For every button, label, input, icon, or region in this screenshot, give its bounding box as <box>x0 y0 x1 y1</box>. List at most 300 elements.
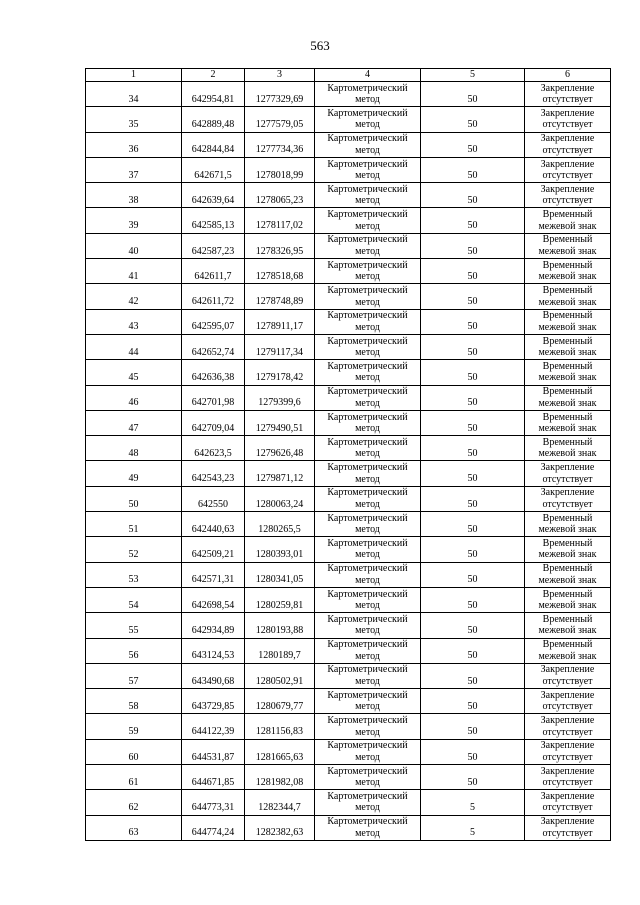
point-number-cell: 48 <box>86 436 182 461</box>
point-number-cell: 41 <box>86 259 182 284</box>
fixation-cell <box>525 562 611 587</box>
x-coordinate-cell: 642698,54 <box>182 587 245 612</box>
fixation-cell-line: Временный <box>542 436 593 448</box>
method-cell-line: Картометрический <box>327 360 408 372</box>
table-row <box>86 259 611 284</box>
point-number-cell: 39 <box>86 208 182 233</box>
point-number-cell: 37 <box>86 157 182 182</box>
method-cell-line: метод <box>355 625 380 637</box>
fixation-cell <box>525 689 611 714</box>
fixation-cell-line: межевой знак <box>538 524 597 536</box>
fixation-cell <box>525 82 611 107</box>
y-coordinate-cell: 1279117,34 <box>245 334 315 359</box>
coordinates-table <box>85 68 611 841</box>
method-cell-line: Картометрический <box>327 765 408 777</box>
fixation-cell <box>525 436 611 461</box>
point-number-cell: 56 <box>86 638 182 663</box>
fixation-cell-line: межевой знак <box>538 549 597 561</box>
method-cell-line: Картометрический <box>327 639 408 651</box>
fixation-cell-line: Временный <box>542 259 593 271</box>
fixation-cell-line: Закрепление <box>540 183 595 195</box>
y-coordinate-cell: 1280502,91 <box>245 663 315 688</box>
method-cell-line: метод <box>355 777 380 789</box>
table-row <box>86 233 611 258</box>
x-coordinate-cell: 643490,68 <box>182 663 245 688</box>
x-coordinate-cell: 642440,63 <box>182 512 245 537</box>
method-cell-line: метод <box>355 372 380 384</box>
fixation-cell-line: Временный <box>542 209 593 221</box>
method-cell-line: метод <box>355 751 380 763</box>
fixation-cell-line: Временный <box>542 588 593 600</box>
method-cell-line: метод <box>355 473 380 485</box>
fixation-cell-line: Временный <box>542 512 593 524</box>
method-cell <box>315 613 421 638</box>
table-row <box>86 562 611 587</box>
y-coordinate-cell: 1280189,7 <box>245 638 315 663</box>
y-coordinate-cell: 1279490,51 <box>245 410 315 435</box>
error-cell: 50 <box>421 613 525 638</box>
y-coordinate-cell: 1280193,88 <box>245 613 315 638</box>
fixation-cell-line: Закрепление <box>540 689 595 701</box>
error-cell: 50 <box>421 537 525 562</box>
fixation-cell-line: межевой знак <box>538 574 597 586</box>
method-cell-line: Картометрический <box>327 82 408 94</box>
method-cell-line: метод <box>355 574 380 586</box>
point-number-cell: 44 <box>86 334 182 359</box>
y-coordinate-cell: 1278911,17 <box>245 309 315 334</box>
table-row <box>86 512 611 537</box>
method-cell-line: Картометрический <box>327 158 408 170</box>
method-cell-line: метод <box>355 119 380 131</box>
y-coordinate-cell: 1280063,24 <box>245 486 315 511</box>
fixation-cell <box>525 107 611 132</box>
method-cell-line: метод <box>355 448 380 460</box>
fixation-cell-line: Временный <box>542 537 593 549</box>
fixation-cell-line: Закрепление <box>540 82 595 94</box>
error-cell: 50 <box>421 385 525 410</box>
method-cell-line: метод <box>355 675 380 687</box>
method-cell-line: Картометрический <box>327 133 408 145</box>
fixation-cell-line: отсутствует <box>542 119 593 131</box>
fixation-cell <box>525 765 611 790</box>
fixation-cell-line: Временный <box>542 310 593 322</box>
method-cell <box>315 208 421 233</box>
error-cell: 50 <box>421 512 525 537</box>
error-cell: 50 <box>421 284 525 309</box>
error-cell: 50 <box>421 689 525 714</box>
x-coordinate-cell: 642509,21 <box>182 537 245 562</box>
method-cell-line: метод <box>355 423 380 434</box>
method-cell-line: метод <box>355 195 380 207</box>
method-cell-line: Картометрический <box>327 411 408 423</box>
point-number-cell: 54 <box>86 587 182 612</box>
method-cell-line: метод <box>355 524 380 536</box>
y-coordinate-cell: 1280259,81 <box>245 587 315 612</box>
fixation-cell-line: Временный <box>542 335 593 347</box>
table-row <box>86 436 611 461</box>
point-number-cell: 36 <box>86 132 182 157</box>
error-cell: 50 <box>421 765 525 790</box>
point-number-cell: 40 <box>86 233 182 258</box>
point-number-cell: 62 <box>86 790 182 815</box>
page-number: 563 <box>310 38 330 53</box>
method-cell <box>315 815 421 840</box>
point-number-cell: 34 <box>86 82 182 107</box>
method-cell-line: метод <box>355 144 380 156</box>
method-cell-line: Картометрический <box>327 234 408 246</box>
x-coordinate-cell: 644773,31 <box>182 790 245 815</box>
method-cell-line: Картометрический <box>327 285 408 297</box>
fixation-cell-line: межевой знак <box>538 296 597 308</box>
x-coordinate-cell: 644531,87 <box>182 739 245 764</box>
table-row <box>86 714 611 739</box>
fixation-cell-line: отсутствует <box>542 498 593 510</box>
method-cell <box>315 334 421 359</box>
fixation-cell-line: отсутствует <box>542 777 593 789</box>
error-cell: 50 <box>421 183 525 208</box>
x-coordinate-cell: 642709,04 <box>182 410 245 435</box>
x-coordinate-cell: 642623,5 <box>182 436 245 461</box>
method-cell <box>315 714 421 739</box>
fixation-cell <box>525 208 611 233</box>
method-cell-line: Картометрический <box>327 386 408 398</box>
method-cell-line: Картометрический <box>327 107 408 119</box>
error-cell: 50 <box>421 157 525 182</box>
y-coordinate-cell: 1278117,02 <box>245 208 315 233</box>
fixation-cell-line: отсутствует <box>542 94 593 106</box>
y-coordinate-cell: 1280341,05 <box>245 562 315 587</box>
fixation-cell <box>525 132 611 157</box>
point-number-cell: 50 <box>86 486 182 511</box>
method-cell-line: метод <box>355 296 380 308</box>
table-row <box>86 587 611 612</box>
point-number-cell: 45 <box>86 360 182 385</box>
y-coordinate-cell: 1282344,7 <box>245 790 315 815</box>
fixation-cell-line: Закрепление <box>540 133 595 145</box>
method-cell <box>315 259 421 284</box>
method-cell-line: метод <box>355 347 380 359</box>
table-row <box>86 739 611 764</box>
method-cell <box>315 436 421 461</box>
method-cell <box>315 562 421 587</box>
fixation-cell-line: Временный <box>542 613 593 625</box>
fixation-cell <box>525 183 611 208</box>
table-row <box>86 689 611 714</box>
header-row <box>86 69 611 82</box>
table-row <box>86 208 611 233</box>
column-header: 5 <box>421 69 525 82</box>
fixation-cell-line: отсутствует <box>542 827 593 839</box>
fixation-cell-line: Закрепление <box>540 740 595 752</box>
fixation-cell <box>525 512 611 537</box>
x-coordinate-cell: 643729,85 <box>182 689 245 714</box>
fixation-cell-line: межевой знак <box>538 448 597 460</box>
point-number-cell: 59 <box>86 714 182 739</box>
error-cell: 50 <box>421 562 525 587</box>
point-number-cell: 53 <box>86 562 182 587</box>
x-coordinate-cell: 642611,7 <box>182 259 245 284</box>
point-number-cell: 55 <box>86 613 182 638</box>
table-row <box>86 613 611 638</box>
fixation-cell <box>525 486 611 511</box>
method-cell-line: Картометрический <box>327 740 408 752</box>
fixation-cell <box>525 360 611 385</box>
method-cell <box>315 461 421 486</box>
point-number-cell: 58 <box>86 689 182 714</box>
x-coordinate-cell: 642671,5 <box>182 157 245 182</box>
method-cell-line: Картометрический <box>327 537 408 549</box>
fixation-cell-line: Закрепление <box>540 487 595 499</box>
y-coordinate-cell: 1280265,5 <box>245 512 315 537</box>
fixation-cell-line: Закрепление <box>540 462 595 474</box>
y-coordinate-cell: 1277329,69 <box>245 82 315 107</box>
error-cell: 50 <box>421 663 525 688</box>
method-cell <box>315 790 421 815</box>
method-cell-line: Картометрический <box>327 613 408 625</box>
fixation-cell-line: Закрепление <box>540 664 595 676</box>
point-number-cell: 42 <box>86 284 182 309</box>
method-cell-line: Картометрический <box>327 816 408 828</box>
x-coordinate-cell: 644122,39 <box>182 714 245 739</box>
method-cell <box>315 360 421 385</box>
table-row <box>86 132 611 157</box>
x-coordinate-cell: 643124,53 <box>182 638 245 663</box>
method-cell <box>315 638 421 663</box>
y-coordinate-cell: 1280393,01 <box>245 537 315 562</box>
method-cell <box>315 512 421 537</box>
column-header: 4 <box>315 69 421 82</box>
y-coordinate-cell: 1280679,77 <box>245 689 315 714</box>
table-header <box>86 69 611 82</box>
method-cell-line: метод <box>355 726 380 738</box>
column-header: 6 <box>525 69 611 82</box>
x-coordinate-cell: 642934,89 <box>182 613 245 638</box>
y-coordinate-cell: 1278326,95 <box>245 233 315 258</box>
table-row <box>86 815 611 840</box>
method-cell-line: метод <box>355 170 380 182</box>
error-cell: 50 <box>421 461 525 486</box>
method-cell-line: Картометрический <box>327 563 408 575</box>
fixation-cell-line: межевой знак <box>538 347 597 359</box>
method-cell-line: Картометрический <box>327 512 408 524</box>
method-cell-line: метод <box>355 802 380 814</box>
y-coordinate-cell: 1282382,63 <box>245 815 315 840</box>
fixation-cell-line: Закрепление <box>540 715 595 727</box>
point-number-cell: 46 <box>86 385 182 410</box>
fixation-cell-line: Временный <box>542 285 593 297</box>
fixation-cell-line: Закрепление <box>540 816 595 828</box>
method-cell-line: Картометрический <box>327 259 408 271</box>
fixation-cell-line: отсутствует <box>542 675 593 687</box>
error-cell: 5 <box>421 815 525 840</box>
method-cell <box>315 157 421 182</box>
method-cell <box>315 739 421 764</box>
error-cell: 50 <box>421 714 525 739</box>
x-coordinate-cell: 642652,74 <box>182 334 245 359</box>
y-coordinate-cell: 1277579,05 <box>245 107 315 132</box>
fixation-cell <box>525 233 611 258</box>
point-number-cell: 38 <box>86 183 182 208</box>
fixation-cell <box>525 284 611 309</box>
x-coordinate-cell: 642639,64 <box>182 183 245 208</box>
x-coordinate-cell: 642595,07 <box>182 309 245 334</box>
fixation-cell-line: Временный <box>542 360 593 372</box>
fixation-cell-line: отсутствует <box>542 473 593 485</box>
y-coordinate-cell: 1279178,42 <box>245 360 315 385</box>
method-cell <box>315 385 421 410</box>
y-coordinate-cell: 1281665,63 <box>245 739 315 764</box>
x-coordinate-cell: 644671,85 <box>182 765 245 790</box>
table-row <box>86 663 611 688</box>
method-cell <box>315 587 421 612</box>
method-cell-line: Картометрический <box>327 462 408 474</box>
method-cell-line: метод <box>355 600 380 612</box>
error-cell: 50 <box>421 410 525 435</box>
point-number-cell: 60 <box>86 739 182 764</box>
method-cell-line: метод <box>355 245 380 257</box>
table-row <box>86 284 611 309</box>
error-cell: 50 <box>421 309 525 334</box>
fixation-cell <box>525 410 611 435</box>
fixation-cell-line: Закрепление <box>540 107 595 119</box>
method-cell-line: метод <box>355 549 380 561</box>
fixation-cell <box>525 461 611 486</box>
point-number-cell: 61 <box>86 765 182 790</box>
method-cell <box>315 233 421 258</box>
method-cell <box>315 663 421 688</box>
table-row <box>86 385 611 410</box>
fixation-cell-line: отсутствует <box>542 144 593 156</box>
column-header: 1 <box>86 69 182 82</box>
y-coordinate-cell: 1279871,12 <box>245 461 315 486</box>
fixation-cell-line: межевой знак <box>538 625 597 637</box>
fixation-cell <box>525 259 611 284</box>
fixation-cell-line: Временный <box>542 563 593 575</box>
table-row <box>86 790 611 815</box>
method-cell-line: метод <box>355 397 380 409</box>
fixation-cell <box>525 587 611 612</box>
error-cell: 50 <box>421 132 525 157</box>
point-number-cell: 35 <box>86 107 182 132</box>
fixation-cell <box>525 663 611 688</box>
fixation-cell <box>525 157 611 182</box>
fixation-cell-line: межевой знак <box>538 372 597 384</box>
method-cell <box>315 689 421 714</box>
fixation-cell-line: отсутствует <box>542 195 593 207</box>
method-cell <box>315 107 421 132</box>
method-cell-line: метод <box>355 94 380 106</box>
method-cell-line: Картометрический <box>327 664 408 676</box>
method-cell-line: Картометрический <box>327 209 408 221</box>
fixation-cell-line: межевой знак <box>538 271 597 283</box>
table-row <box>86 82 611 107</box>
y-coordinate-cell: 1278748,89 <box>245 284 315 309</box>
x-coordinate-cell: 642571,31 <box>182 562 245 587</box>
table-body <box>86 82 611 841</box>
fixation-cell <box>525 638 611 663</box>
fixation-cell-line: межевой знак <box>538 423 597 434</box>
point-number-cell: 63 <box>86 815 182 840</box>
x-coordinate-cell: 642585,13 <box>182 208 245 233</box>
fixation-cell <box>525 790 611 815</box>
table-row <box>86 486 611 511</box>
method-cell-line: метод <box>355 271 380 283</box>
fixation-cell-line: межевой знак <box>538 220 597 232</box>
table-row <box>86 360 611 385</box>
fixation-cell-line: Закрепление <box>540 765 595 777</box>
error-cell: 50 <box>421 739 525 764</box>
point-number-cell: 52 <box>86 537 182 562</box>
fixation-cell-line: межевой знак <box>538 600 597 612</box>
x-coordinate-cell: 644774,24 <box>182 815 245 840</box>
fixation-cell <box>525 537 611 562</box>
column-header: 2 <box>182 69 245 82</box>
error-cell: 50 <box>421 208 525 233</box>
fixation-cell-line: Временный <box>542 234 593 246</box>
fixation-cell-line: Временный <box>542 411 593 423</box>
x-coordinate-cell: 642636,38 <box>182 360 245 385</box>
fixation-cell <box>525 309 611 334</box>
fixation-cell-line: отсутствует <box>542 701 593 713</box>
table-row <box>86 638 611 663</box>
x-coordinate-cell: 642550 <box>182 486 245 511</box>
fixation-cell-line: межевой знак <box>538 321 597 333</box>
table-row <box>86 537 611 562</box>
method-cell-line: Картометрический <box>327 487 408 499</box>
fixation-cell-line: отсутствует <box>542 751 593 763</box>
error-cell: 50 <box>421 233 525 258</box>
fixation-cell <box>525 815 611 840</box>
fixation-cell-line: Временный <box>542 639 593 651</box>
method-cell-line: Картометрический <box>327 335 408 347</box>
column-header: 3 <box>245 69 315 82</box>
table-row <box>86 334 611 359</box>
table-row <box>86 157 611 182</box>
fixation-cell-line: межевой знак <box>538 245 597 257</box>
table-row <box>86 183 611 208</box>
method-cell <box>315 486 421 511</box>
method-cell <box>315 309 421 334</box>
fixation-cell-line: Закрепление <box>540 790 595 802</box>
method-cell-line: метод <box>355 827 380 839</box>
table-row <box>86 461 611 486</box>
method-cell <box>315 82 421 107</box>
fixation-cell <box>525 385 611 410</box>
y-coordinate-cell: 1279626,48 <box>245 436 315 461</box>
point-number-cell: 43 <box>86 309 182 334</box>
fixation-cell <box>525 613 611 638</box>
error-cell: 50 <box>421 587 525 612</box>
method-cell <box>315 537 421 562</box>
point-number-cell: 51 <box>86 512 182 537</box>
table-row <box>86 107 611 132</box>
y-coordinate-cell: 1278518,68 <box>245 259 315 284</box>
fixation-cell-line: межевой знак <box>538 397 597 409</box>
fixation-cell <box>525 714 611 739</box>
error-cell: 50 <box>421 107 525 132</box>
error-cell: 50 <box>421 259 525 284</box>
y-coordinate-cell: 1281982,08 <box>245 765 315 790</box>
y-coordinate-cell: 1279399,6 <box>245 385 315 410</box>
point-number-cell: 47 <box>86 410 182 435</box>
method-cell-line: Картометрический <box>327 715 408 727</box>
fixation-cell-line: отсутствует <box>542 726 593 738</box>
method-cell-line: Картометрический <box>327 436 408 448</box>
error-cell: 50 <box>421 334 525 359</box>
x-coordinate-cell: 642611,72 <box>182 284 245 309</box>
method-cell-line: метод <box>355 220 380 232</box>
method-cell-line: метод <box>355 498 380 510</box>
